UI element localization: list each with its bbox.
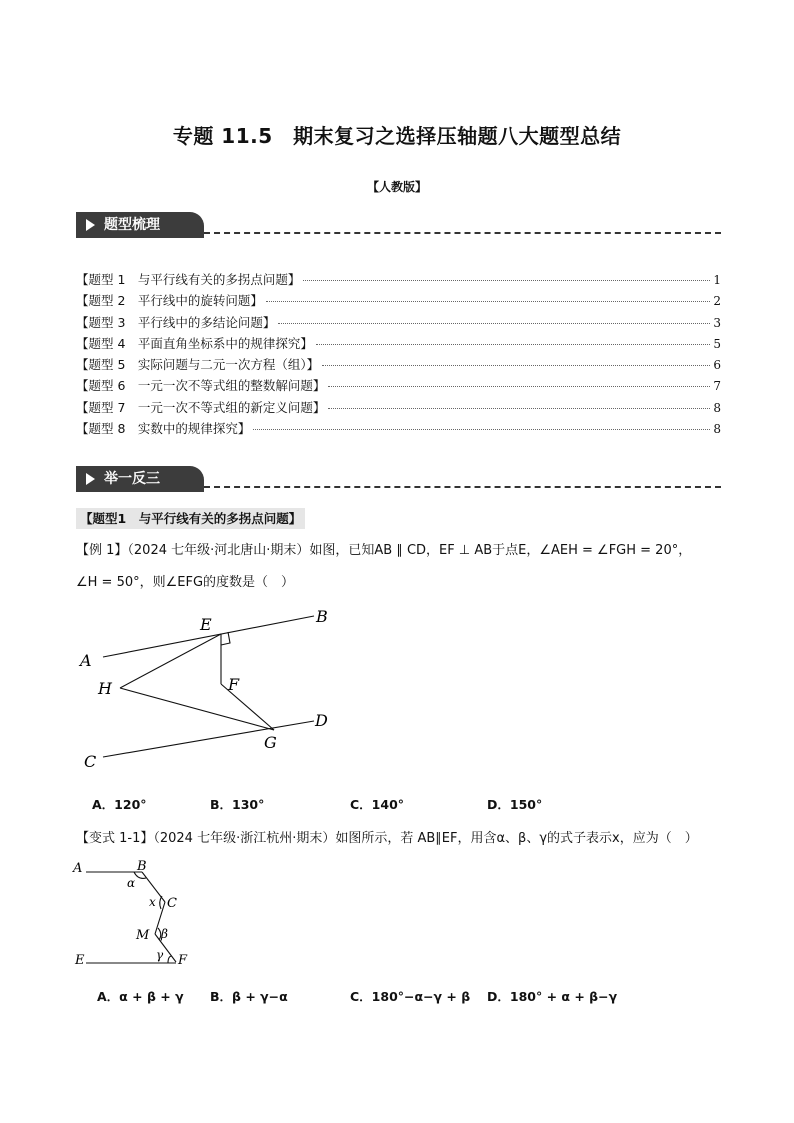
example-1-text-line2: ∠H = 50°，则∠EFG的度数是（ ） <box>76 575 295 590</box>
label-A: A <box>73 861 83 876</box>
edition-label: 【人教版】 <box>366 180 427 194</box>
section-title: 举一反三 <box>104 471 160 487</box>
label-A: A <box>80 651 92 670</box>
label-B: B <box>316 607 328 626</box>
label-alpha: α <box>127 876 136 890</box>
section-title: 题型梳理 <box>104 217 160 233</box>
example-1-option-b[interactable]: B．130° <box>210 797 265 812</box>
variant-1-1-option-c[interactable]: C．180°−α−γ + β <box>350 989 471 1004</box>
topic-tag: 【题型1 与平行线有关的多拐点问题】 <box>76 508 305 529</box>
example-1-option-a[interactable]: A．120° <box>92 797 147 812</box>
variant-1-1-text: 【变式 1-1】（2024 七年级·浙江杭州·期末）如图所示，若 AB∥EF，用含α、β、γ的式子表示x，应为（ ） <box>76 831 698 846</box>
toc-item-8[interactable]: 【题型 8 实数中的规律探究】 8 <box>76 421 721 437</box>
section-header-practice <box>76 466 721 492</box>
label-x: x <box>149 895 156 909</box>
label-C: C <box>84 752 97 771</box>
variant-1-1-option-a[interactable]: A．α + β + γ <box>97 989 184 1004</box>
toc-item-4[interactable]: 【题型 4 平面直角坐标系中的规律探究】 5 <box>76 335 721 351</box>
toc-item-3[interactable]: 【题型 3 平行线中的多结论问题】 3 <box>76 314 721 330</box>
section-divider <box>204 486 721 488</box>
toc-item-7[interactable]: 【题型 7 一元一次不等式组的新定义问题】 8 <box>76 399 721 415</box>
page-title: 专题 11.5 期末复习之选择压轴题八大题型总结 <box>172 124 622 148</box>
label-F: F <box>178 953 188 968</box>
label-gamma: γ <box>156 948 164 962</box>
example-1-figure <box>76 600 366 780</box>
example-1-option-c[interactable]: C．140° <box>350 797 405 812</box>
label-E: E <box>75 953 85 968</box>
label-M: M <box>136 928 150 943</box>
label-beta: β <box>161 927 168 941</box>
section-header-overview <box>76 212 721 238</box>
example-1-option-d[interactable]: D．150° <box>487 797 543 812</box>
toc-item-5[interactable]: 【题型 5 实际问题与二元一次方程（组）】 6 <box>76 357 721 373</box>
label-D: D <box>315 711 328 730</box>
label-H: H <box>98 679 112 698</box>
toc-item-2[interactable]: 【题型 2 平行线中的旋转问题】 2 <box>76 293 721 309</box>
label-C: C <box>167 896 177 911</box>
toc-item-6[interactable]: 【题型 6 一元一次不等式组的整数解问题】 7 <box>76 378 721 394</box>
triangle-right-icon <box>86 473 95 485</box>
triangle-right-icon <box>86 219 95 231</box>
label-E: E <box>200 615 212 634</box>
label-B: B <box>137 859 147 874</box>
table-of-contents <box>76 270 721 440</box>
variant-1-1-figure <box>70 852 210 972</box>
example-1-text-line1: 【例 1】（2024 七年级·河北唐山·期末）如图，已知AB ∥ CD，EF ⊥ AB于点E，∠AEH = ∠FGH = 20°， <box>76 543 692 558</box>
section-divider <box>204 232 721 234</box>
label-G: G <box>264 733 277 752</box>
variant-1-1-option-b[interactable]: B．β + γ−α <box>210 989 288 1004</box>
label-F: F <box>228 675 240 694</box>
toc-item-1[interactable]: 【题型 1 与平行线有关的多拐点问题】 1 <box>76 272 721 287</box>
variant-1-1-option-d[interactable]: D．180° + α + β−γ <box>487 989 618 1004</box>
